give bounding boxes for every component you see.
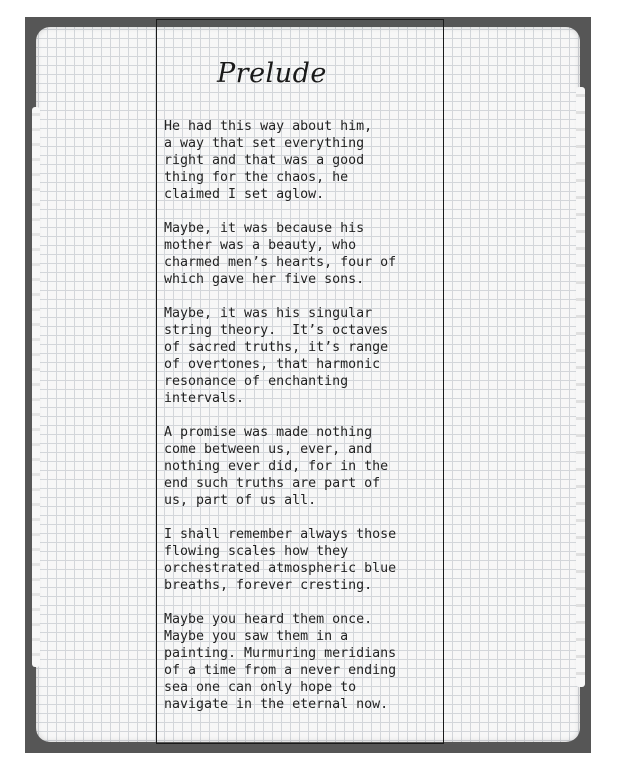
text-column-border <box>156 19 444 744</box>
torn-edge-left <box>32 107 40 667</box>
stanza: Maybe you heard them once. Maybe you saw them in a painting. Murmuring meridians of a time from a never ending sea one can only hope to navigate in the eternal now. <box>164 612 397 712</box>
stanza: Maybe, it was his singular string theory. It’s octaves of sacred truths, it’s range of overtones, that harmonic resonance of enchanting intervals. <box>164 306 389 406</box>
poem-body <box>164 118 438 730</box>
stanza: Maybe, it was because his mother was a beauty, who charmed men’s hearts, four of which gave her five sons. <box>164 221 397 287</box>
poem-title: Prelude <box>217 58 327 89</box>
stanza: I shall remember always those flowing scales how they orchestrated atmospheric blue breaths, forever cresting. <box>164 527 397 593</box>
torn-edge-right <box>576 87 585 687</box>
stanza: A promise was made nothing come between us, ever, and nothing ever did, for in the end such truths are part of us, part of us all. <box>164 425 389 508</box>
stanza: He had this way about him, a way that set everything right and that was a good thing for the chaos, he claimed I set aglow. <box>164 119 373 202</box>
